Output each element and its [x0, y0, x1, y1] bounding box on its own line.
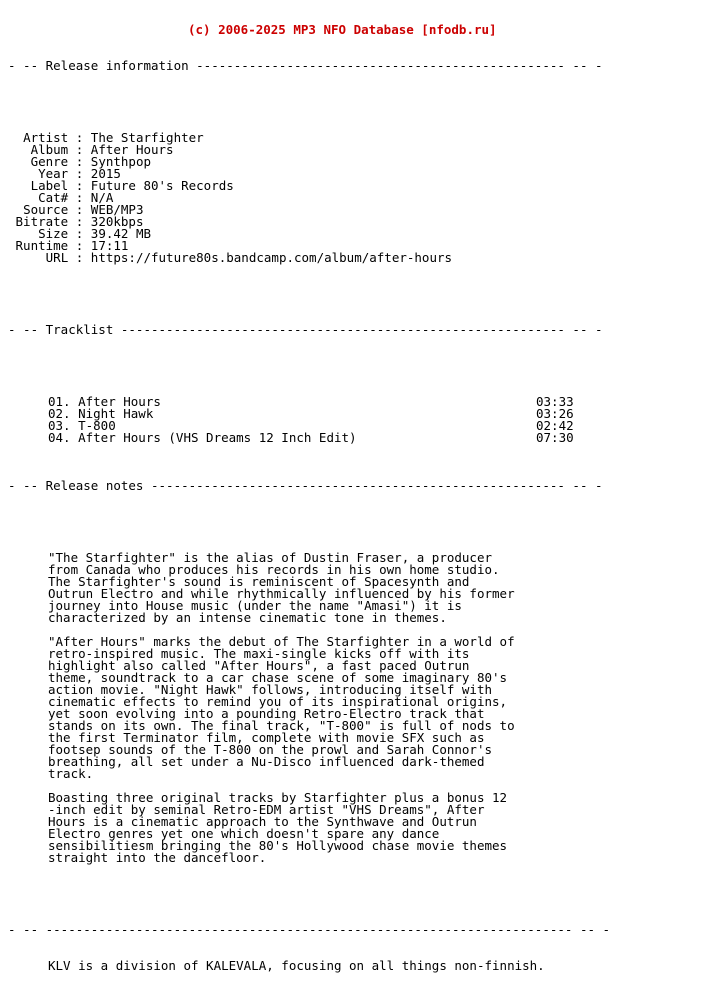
release-field-label: Size	[38, 226, 69, 241]
release-notes-line: Boasting three original tracks by Starfighter plus a bonus 12	[48, 790, 508, 805]
release-field-separator: :	[68, 214, 91, 229]
release-notes-line: sensibilitiesm bringing the 80's Hollywood chase movie themes	[48, 838, 508, 853]
release-field-label: Cat#	[38, 190, 69, 205]
release-notes-line: The Starfighter's sound is reminiscent of Spacesynth and	[48, 574, 470, 589]
release-notes-line: action movie. "Night Hawk" follows, introducing itself with	[48, 682, 493, 697]
release-notes-line: characterized by an intense cinematic tone in themes.	[48, 610, 447, 625]
release-field-separator: :	[68, 154, 91, 169]
release-field-label: Album	[30, 142, 69, 157]
release-field-separator: :	[68, 178, 91, 193]
site-title[interactable]: (c) 2006-2025 MP3 NFO Database [nfodb.ru]	[188, 22, 497, 37]
release-notes-line: Hours is a cinematic approach to the Synthwave and Outrun	[48, 814, 477, 829]
release-field-separator: :	[68, 166, 91, 181]
release-field-label: Source	[23, 202, 69, 217]
release-field-value: 320kbps	[90, 214, 144, 229]
release-notes-line: -inch edit by seminal Retro-EDM artist "VHS Dreams", After	[48, 802, 485, 817]
release-field-separator: :	[68, 130, 91, 145]
track-number: 02.	[48, 406, 71, 421]
release-notes-line: track.	[48, 766, 94, 781]
footer-divider: - -- ---------------------------------------------------------------------- -- -	[8, 922, 611, 937]
track-number: 04.	[48, 430, 71, 445]
track-title: After Hours (VHS Dreams 12 Inch Edit)	[70, 430, 357, 445]
track-title: Night Hawk	[70, 406, 154, 421]
release-field-separator: :	[68, 142, 91, 157]
track-title: T-800	[70, 418, 116, 433]
release-notes-line: Electro genres yet one which doesn't spare any dance	[48, 826, 440, 841]
track-duration: 02:42	[536, 418, 574, 433]
release-field-value: The Starfighter	[90, 130, 204, 145]
release-notes-line: cinematic effects to remind you of its inspirational origins,	[48, 694, 508, 709]
release-field-value: Synthpop	[90, 154, 152, 169]
release-field-separator: :	[68, 226, 91, 241]
release-notes-line: Outrun Electro and while rhythmically influenced by his former	[48, 586, 515, 601]
release-field-value: N/A	[90, 190, 114, 205]
release-field-label: Runtime	[15, 238, 69, 253]
track-row	[8, 432, 584, 444]
release-field-value: Future 80's Records	[90, 178, 234, 193]
release-fields	[8, 132, 610, 264]
track-title: After Hours	[70, 394, 161, 409]
nfo-document	[8, 0, 610, 984]
tracklist-divider: - -- Tracklist ----------------------------------------------------------- -- -	[8, 322, 603, 337]
release-field-label: Bitrate	[15, 214, 69, 229]
release-field	[8, 252, 610, 264]
release-field-value: 39.42 MB	[90, 226, 152, 241]
release-field-separator: :	[68, 238, 91, 253]
release-notes-line: the first Terminator film, complete with movie SFX such as	[48, 730, 485, 745]
release-field-indent	[8, 250, 46, 265]
release-notes-line: "The Starfighter" is the alias of Dustin Fraser, a producer	[48, 550, 493, 565]
release-notes-line: retro-inspired music. The maxi-single kicks off with its	[48, 646, 470, 661]
release-field-separator: :	[68, 202, 91, 217]
release-notes-line: straight into the dancefloor.	[48, 850, 267, 865]
release-notes-line: stands on its own. The final track, "T-800" is full of nods to	[48, 718, 515, 733]
release-field-value: 2015	[90, 166, 121, 181]
release-notes-line: journey into House music (under the name "Amasi") it is	[48, 598, 462, 613]
track-duration: 03:26	[536, 406, 574, 421]
release-field-label: Label	[30, 178, 69, 193]
release-field-label: URL	[45, 250, 69, 265]
release-notes-divider: - -- Release notes ------------------------------------------------------- -- -	[8, 478, 603, 493]
track-duration: 03:33	[536, 394, 574, 409]
release-field-label: Year	[38, 166, 69, 181]
release-field-label: Artist	[23, 130, 69, 145]
release-notes-line: yet soon evolving into a pounding Retro-Electro track that	[48, 706, 485, 721]
release-field-value: 17:11	[90, 238, 129, 253]
release-notes-line: footsep sounds of the T-800 on the prowl and Sarah Connor's	[48, 742, 493, 757]
release-notes-line: "After Hours" marks the debut of The Starfighter in a world of	[48, 634, 515, 649]
release-field-separator: :	[68, 190, 91, 205]
release-field-value: WEB/MP3	[90, 202, 144, 217]
release-field-value[interactable]: https://future80s.bandcamp.com/album/after-hours	[90, 250, 453, 265]
tracklist	[8, 396, 610, 456]
release-field-value: After Hours	[90, 142, 174, 157]
release-notes-line: highlight also called "After Hours", a fast paced Outrun	[48, 658, 470, 673]
release-field-separator: :	[68, 250, 91, 265]
footer-text: KLV is a division of KALEVALA, focusing on all things non-finnish.	[48, 958, 545, 973]
release-notes-line: theme, soundtrack to a car chase scene of some imaginary 80's	[48, 670, 508, 685]
track-number: 01.	[48, 394, 71, 409]
track-duration: 07:30	[536, 430, 574, 445]
release-information-divider: - -- Release information ------------------------------------------------- -- -	[8, 58, 603, 73]
release-field-label: Genre	[30, 154, 69, 169]
release-notes	[8, 552, 610, 864]
release-notes-line: from Canada who produces his records in his own home studio.	[48, 562, 500, 577]
release-notes-line: breathing, all set under a Nu-Disco influenced dark-themed	[48, 754, 485, 769]
track-number: 03.	[48, 418, 71, 433]
